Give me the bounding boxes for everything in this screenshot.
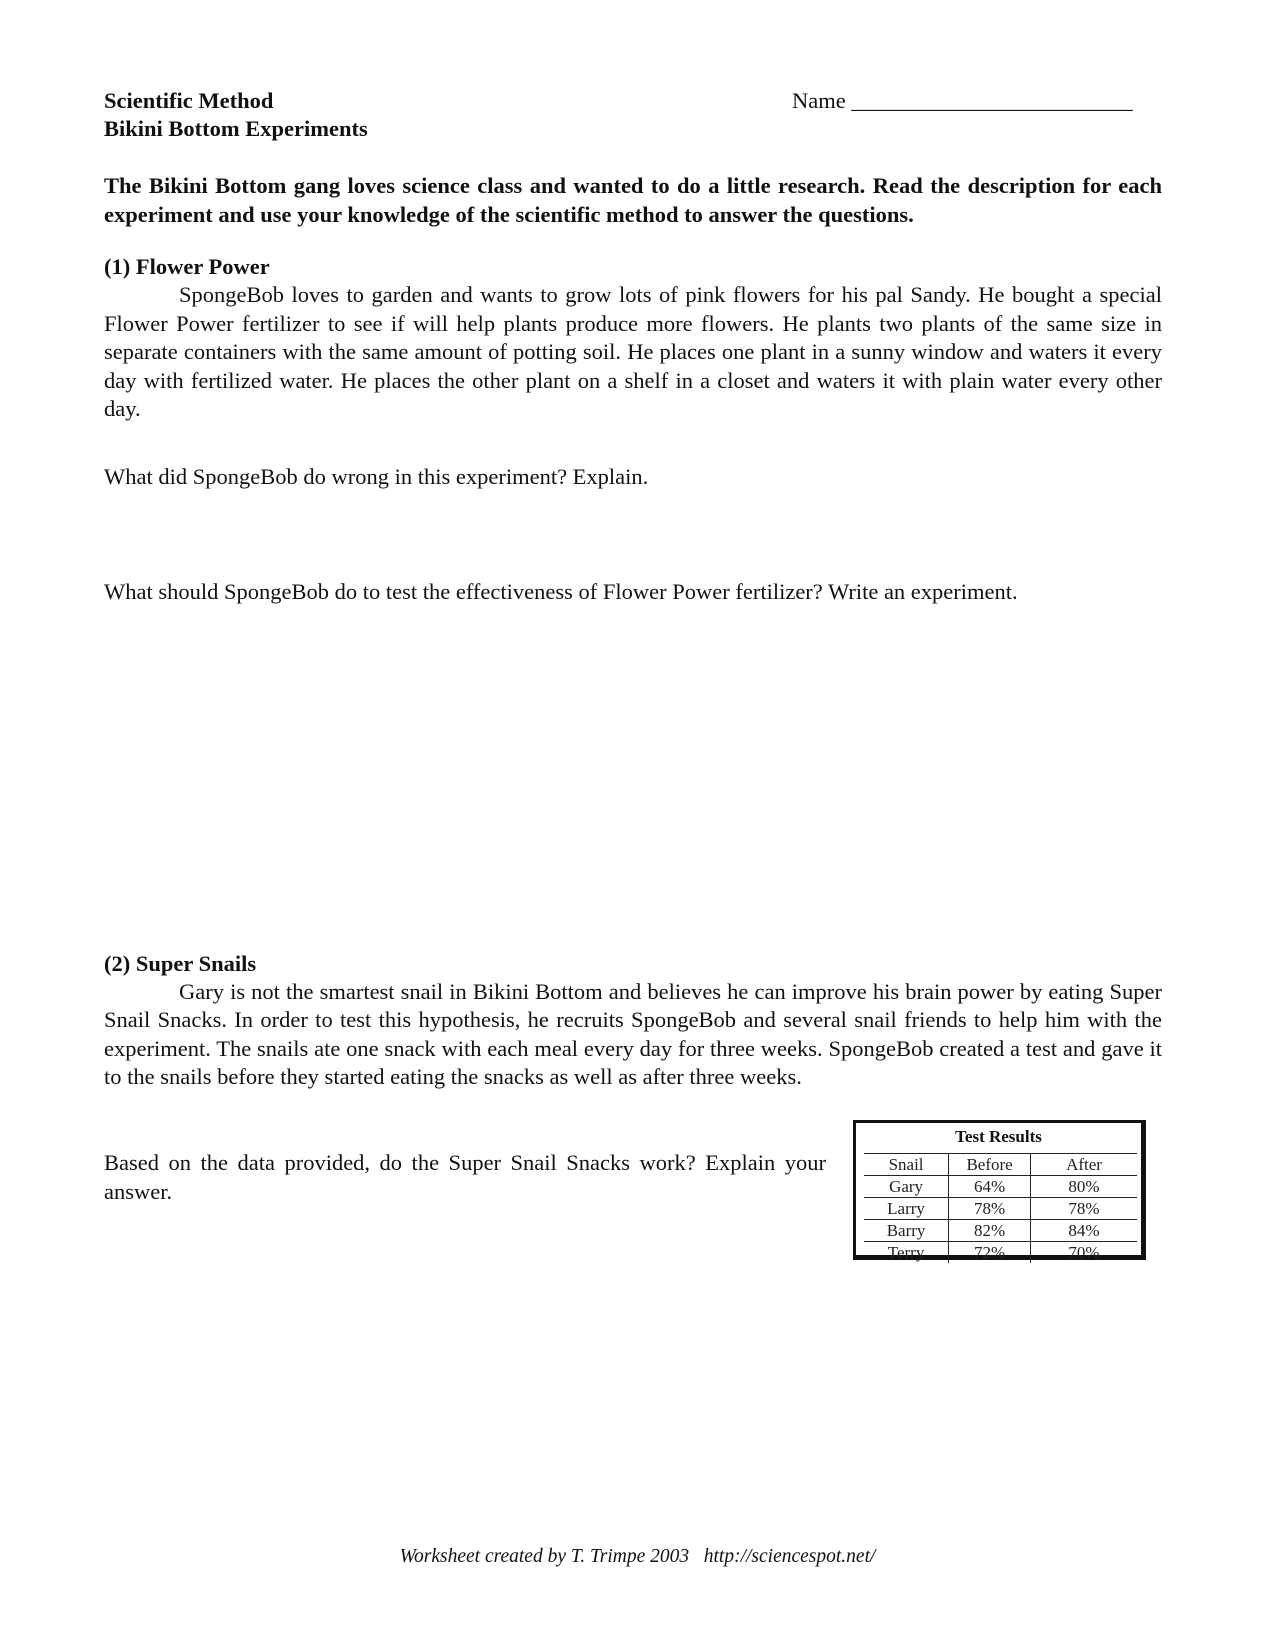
table-title: Test Results [955, 1127, 1042, 1146]
table-cell: 84% [1031, 1220, 1137, 1242]
intro-instructions: The Bikini Bottom gang loves science class and wanted to do a little research. Read the description for each experiment and use your knowledge of the scientific method to answer the questions. [104, 173, 1162, 227]
worksheet-subtitle: Bikini Bottom Experiments [104, 116, 368, 141]
super-snails-paragraph: Gary is not the smartest snail in Bikini Bottom and believes he can improve his brain power by eating Super Snail Snacks. In order to test this hypothesis, he recruits SpongeBob and several snail friends to help him with the experiment. The snails ate one snack with each meal every day for three weeks. SpongeBob created a test and gave it to the snails before they started eating the snacks as well as after three weeks. [104, 979, 1162, 1090]
table-row [864, 1220, 1137, 1242]
table-row [864, 1176, 1137, 1198]
question-do-snacks-work: Based on the data provided, do the Super Snail Snacks work? Explain your answer. [104, 1150, 826, 1204]
name-field-label: Name _________________________ [792, 88, 1133, 113]
table-row [864, 1198, 1137, 1220]
table-cell: Larry [864, 1198, 949, 1220]
column-header: Before [949, 1154, 1031, 1176]
section-heading-flower-power: (1) Flower Power [104, 254, 270, 279]
table-cell: 80% [1031, 1176, 1137, 1198]
results-grid [864, 1153, 1137, 1263]
table-cell: Barry [864, 1220, 949, 1242]
test-results-table [853, 1120, 1146, 1260]
worksheet-title: Scientific Method [104, 88, 274, 113]
section-heading-super-snails: (2) Super Snails [104, 951, 257, 976]
question-what-went-wrong: What did SpongeBob do wrong in this experiment? Explain. [104, 464, 649, 489]
table-cell: 64% [949, 1176, 1031, 1198]
table-row [864, 1242, 1137, 1264]
table-cell: 72% [949, 1242, 1031, 1264]
table-cell: Terry [864, 1242, 949, 1264]
footer-credit: Worksheet created by T. Trimpe 2003 http://sciencespot.net/ [399, 1546, 876, 1567]
table-cell: 78% [1031, 1198, 1137, 1220]
question-write-experiment: What should SpongeBob do to test the effectiveness of Flower Power fertilizer? Write an experiment. [104, 579, 1018, 604]
table-cell: 70% [1031, 1242, 1137, 1264]
table-cell: 78% [949, 1198, 1031, 1220]
column-header: Snail [864, 1154, 949, 1176]
column-header: After [1031, 1154, 1137, 1176]
table-header-row [864, 1154, 1137, 1176]
table-cell: 82% [949, 1220, 1031, 1242]
table-cell: Gary [864, 1176, 949, 1198]
flower-power-paragraph: SpongeBob loves to garden and wants to grow lots of pink flowers for his pal Sandy. He bought a special Flower Power fertilizer to see if will help plants produce more flowers. He plants two plants of the same size in separate containers with the same amount of potting soil. He places one plant in a sunny window and waters it every day with fertilized water. He places the other plant on a shelf in a closet and waters it with plain water every other day. [104, 282, 1162, 422]
